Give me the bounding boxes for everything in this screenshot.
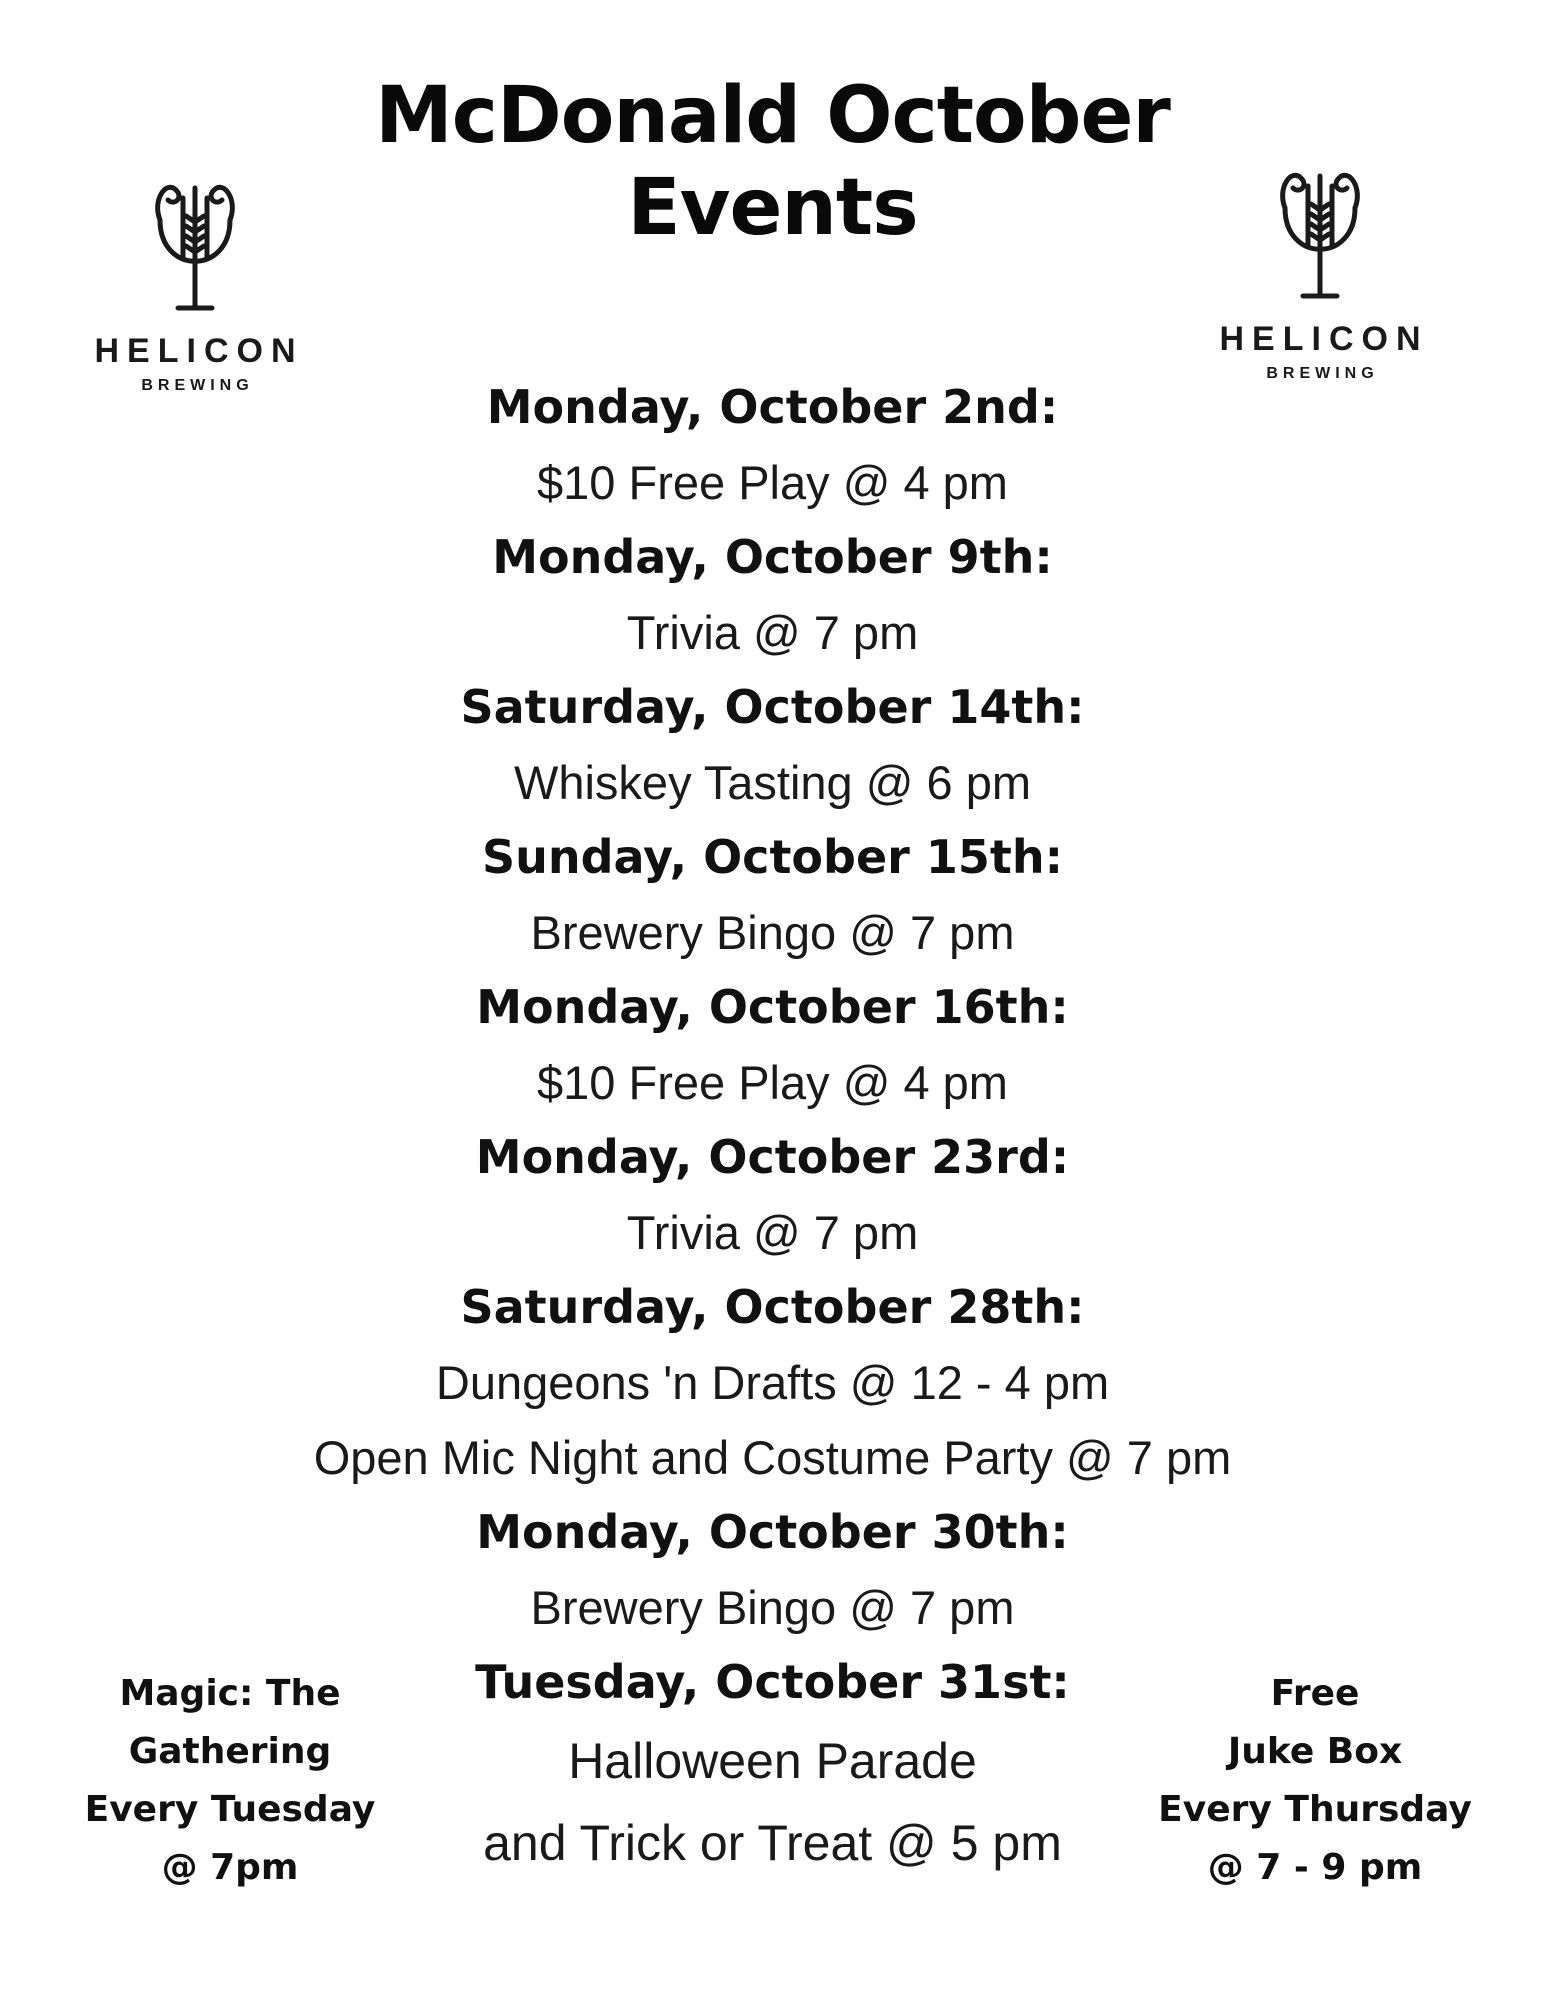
event-activity: Open Mic Night and Costume Party @ 7 pm — [313, 1431, 1232, 1484]
juke-box-note — [1135, 1665, 1495, 1897]
side-note-line: Magic: The — [119, 1673, 341, 1714]
side-note-line: Free — [1270, 1673, 1360, 1714]
event-activity: Halloween Parade — [568, 1733, 977, 1789]
logo-subtitle: BREWING — [1266, 365, 1379, 382]
event-activity: $10 Free Play @ 4 pm — [537, 1056, 1008, 1109]
event-activity: and Trick or Treat @ 5 pm — [483, 1815, 1062, 1871]
event-activity: Whiskey Tasting @ 6 pm — [513, 756, 1032, 809]
event-day-oct-16: Monday, October 16th: — [476, 980, 1069, 1034]
title-line-1: McDonald October — [375, 71, 1170, 161]
side-note-line: @ 7pm — [161, 1847, 299, 1888]
helicon-logo-left — [65, 170, 325, 395]
event-activity: Trivia @ 7 pm — [626, 1206, 919, 1259]
event-activity: Brewery Bingo @ 7 pm — [530, 906, 1015, 959]
lyre-wheat-icon — [1265, 158, 1375, 308]
magic-the-gathering-note — [50, 1665, 410, 1897]
event-day-oct-14: Saturday, October 14th: — [460, 680, 1085, 734]
side-note-line: Every Thursday — [1158, 1789, 1472, 1830]
event-activity: $10 Free Play @ 4 pm — [537, 456, 1008, 509]
helicon-logo-right — [1190, 158, 1450, 383]
events-list — [240, 370, 1305, 1884]
event-activity: Trivia @ 7 pm — [626, 606, 919, 659]
side-note-line: Every Tuesday — [84, 1789, 376, 1830]
event-day-oct-9: Monday, October 9th: — [492, 530, 1053, 584]
lyre-wheat-icon — [140, 170, 250, 320]
event-day-oct-23: Monday, October 23rd: — [475, 1130, 1070, 1184]
title-line-2: Events — [627, 163, 918, 253]
side-note-line: Juke Box — [1227, 1731, 1403, 1772]
side-note-line: @ 7 - 9 pm — [1207, 1847, 1423, 1888]
event-day-oct-30: Monday, October 30th: — [476, 1505, 1069, 1559]
event-day-oct-2: Monday, October 2nd: — [486, 380, 1059, 434]
event-activity: Brewery Bingo @ 7 pm — [530, 1581, 1015, 1634]
event-activity: Dungeons 'n Drafts @ 12 - 4 pm — [435, 1356, 1110, 1409]
logo-name: HELICON — [1219, 320, 1429, 358]
event-day-oct-15: Sunday, October 15th: — [481, 830, 1064, 884]
event-day-oct-31: Tuesday, October 31st: — [475, 1655, 1070, 1709]
event-day-oct-28: Saturday, October 28th: — [460, 1280, 1085, 1334]
logo-subtitle: BREWING — [141, 377, 254, 394]
logo-name: HELICON — [94, 332, 304, 370]
side-note-line: Gathering — [128, 1731, 332, 1772]
